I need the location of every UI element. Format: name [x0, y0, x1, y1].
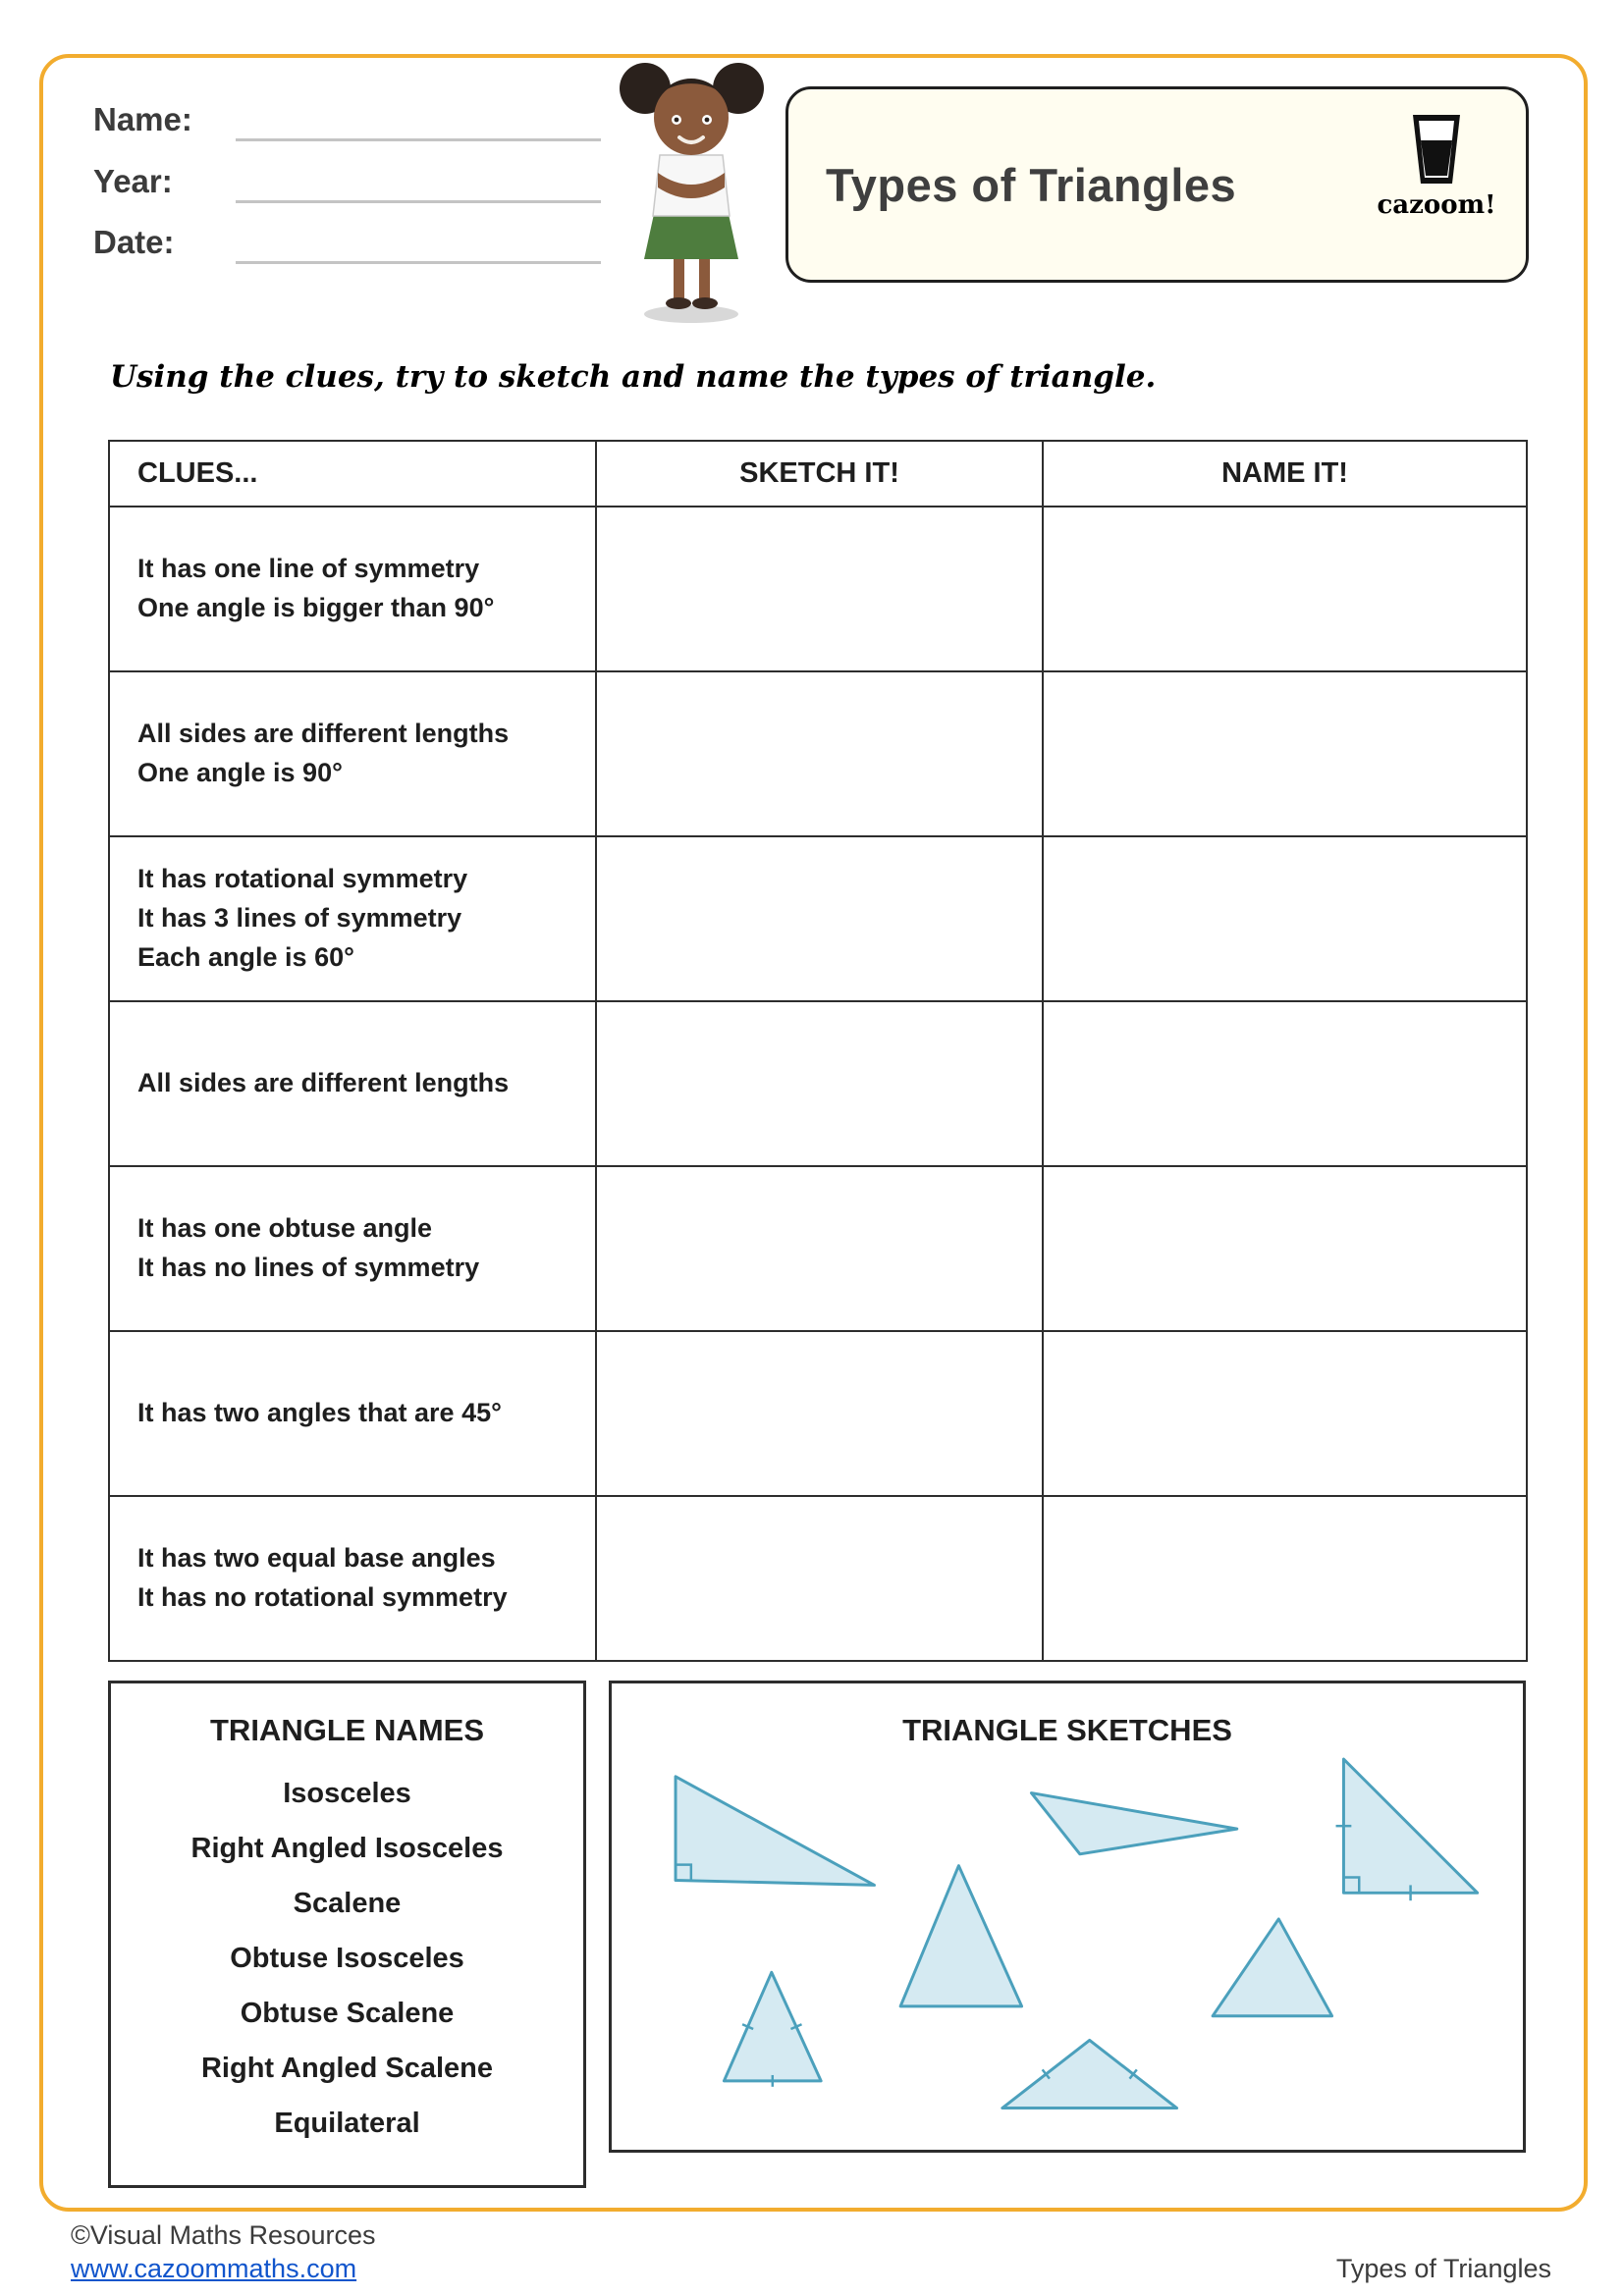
acute-scalene-sketch	[1213, 1919, 1331, 2016]
cazoom-logo-word: cazoom!	[1377, 190, 1496, 220]
clue-line: All sides are different lengths	[137, 1068, 510, 1098]
glass-icon	[1411, 115, 1462, 184]
year-label: Year:	[93, 163, 173, 199]
name-answer-cell	[1044, 1167, 1528, 1332]
triangle-names-title: TRIANGLE NAMES	[210, 1713, 484, 1747]
triangle-name-item: Isosceles	[283, 1778, 411, 1809]
triangle-sketches-box	[609, 1681, 1526, 2153]
equilateral-sketch	[900, 1866, 1021, 2006]
column-header-sketch: SKETCH IT!	[597, 442, 1044, 507]
clue-line: It has two angles that are 45°	[137, 1398, 502, 1428]
obtuse-scalene-sketch	[1031, 1793, 1236, 1854]
sketch-answer-cell	[597, 837, 1044, 1002]
clue-cell	[110, 1497, 597, 1662]
name-answer-cell	[1044, 837, 1528, 1002]
date-label: Date:	[93, 224, 175, 260]
clue-line: It has rotational symmetry	[137, 864, 468, 894]
sketch-answer-cell	[597, 672, 1044, 837]
clue-cell	[110, 1332, 597, 1497]
name-answer-cell	[1044, 1497, 1528, 1662]
name-answer-cell	[1044, 1002, 1528, 1167]
clue-cell	[110, 507, 597, 672]
sketch-answer-cell	[597, 507, 1044, 672]
page-title: Types of Triangles	[826, 158, 1237, 211]
triangle-names-list	[111, 1778, 583, 2140]
clue-line: It has one obtuse angle	[137, 1213, 433, 1244]
clue-line: One angle is 90°	[137, 758, 343, 787]
clues-table	[108, 440, 1528, 1662]
triangle-name-item: Right Angled Isosceles	[190, 1833, 504, 1864]
footer-copyright: ©Visual Maths Resources	[71, 2220, 376, 2250]
clue-line: All sides are different lengths	[137, 719, 510, 749]
name-answer-cell	[1044, 1332, 1528, 1497]
column-header-name: NAME IT!	[1044, 442, 1528, 507]
footer-website-link[interactable]: www.cazoommaths.com	[71, 2254, 357, 2283]
clue-line: One angle is bigger than 90°	[137, 593, 495, 622]
right-angled-scalene-sketch	[676, 1777, 874, 1886]
clue-line: It has no lines of symmetry	[137, 1253, 480, 1282]
triangle-name-item: Equilateral	[274, 2108, 420, 2139]
name-answer-cell	[1044, 507, 1528, 672]
clue-cell	[110, 837, 597, 1002]
name-answer-cell	[1044, 672, 1528, 837]
clue-cell	[110, 672, 597, 837]
clue-line: Each angle is 60°	[137, 941, 354, 972]
year-write-line	[236, 200, 601, 203]
triangle-name-item: Obtuse Scalene	[240, 1998, 455, 2029]
cazoom-logo	[1373, 115, 1500, 220]
right-angled-isosceles-sketch	[1336, 1759, 1478, 1900]
student-character-illustration	[601, 57, 783, 327]
triangle-name-item: Right Angled Scalene	[200, 2053, 494, 2084]
triangle-name-item: Obtuse Isosceles	[230, 1943, 464, 1974]
sketch-answer-cell	[597, 1497, 1044, 1662]
triangle-sketches-drawing	[612, 1683, 1523, 2150]
clue-line: It has one line of symmetry	[137, 554, 480, 584]
name-write-line	[236, 138, 601, 141]
clue-line: It has no rotational symmetry	[137, 1582, 508, 1612]
footer-worksheet-title: Types of Triangles	[1335, 2254, 1551, 2283]
sketch-answer-cell	[597, 1167, 1044, 1332]
clue-line: It has two equal base angles	[137, 1543, 496, 1574]
clue-line: It has 3 lines of symmetry	[137, 903, 462, 934]
triangle-sketches-title: TRIANGLE SKETCHES	[902, 1713, 1232, 1747]
obtuse-isosceles-sketch	[1002, 2040, 1177, 2108]
triangle-name-item: Scalene	[293, 1888, 402, 1919]
clue-cell	[110, 1167, 597, 1332]
isosceles-sketch	[724, 1972, 821, 2087]
worksheet-title-box	[785, 86, 1529, 283]
date-write-line	[236, 261, 601, 264]
sketch-answer-cell	[597, 1002, 1044, 1167]
clue-cell	[110, 1002, 597, 1167]
name-label: Name:	[93, 101, 192, 137]
student-character-drawing	[601, 57, 783, 327]
column-header-clues: CLUES...	[110, 442, 597, 507]
sketch-answer-cell	[597, 1332, 1044, 1497]
instruction-text: Using the clues, try to sketch and name the types of triangle.	[110, 359, 1157, 395]
triangle-names-box	[108, 1681, 586, 2188]
